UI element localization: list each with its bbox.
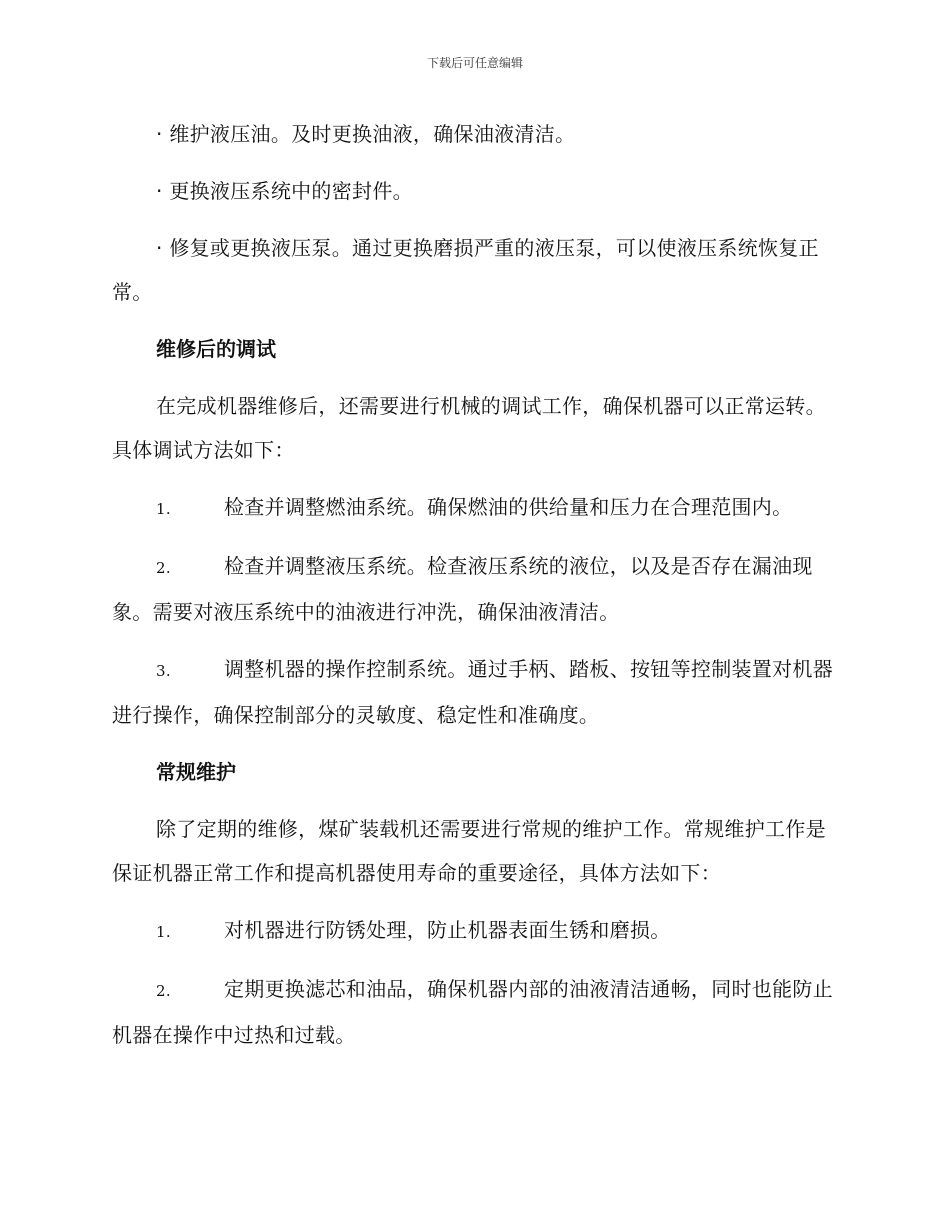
numbered-item xyxy=(112,908,834,954)
item-number: 3. xyxy=(156,662,171,680)
item-number: 2. xyxy=(156,982,171,1000)
section-heading: 常规维护 xyxy=(156,760,236,784)
bullet-item: · 维护液压油。及时更换油液，确保油液清洁。 xyxy=(156,122,576,146)
bullet-item: · 更换液压系统中的密封件。 xyxy=(156,179,413,203)
numbered-item xyxy=(112,647,834,737)
section-intro: 在完成机器维修后，还需要进行机械的调试工作，确保机器可以正常运转。具体调试方法如下： xyxy=(112,394,826,462)
item-text: 调整机器的操作控制系统。通过手柄、踏板、按钮等控制装置对机器进行操作，确保控制部分的灵敏度、稳定性和准确度。 xyxy=(112,657,833,727)
numbered-item xyxy=(112,967,834,1057)
page-header: 下载后可任意编辑 xyxy=(426,56,523,70)
document-body xyxy=(112,112,834,1070)
item-text: 检查并调整液压系统。检查液压系统的液位，以及是否存在漏油现象。需要对液压系统中的油液进行冲洗，确保油液清洁。 xyxy=(112,554,813,624)
section-heading: 维修后的调试 xyxy=(156,337,276,361)
item-number: 1. xyxy=(156,500,171,518)
item-text: 检查并调整燃油系统。确保燃油的供给量和压力在合理范围内。 xyxy=(224,495,793,519)
section-intro: 除了定期的维修，煤矿装载机还需要进行常规的维护工作。常规维护工作是保证机器正常工作和提高机器使用寿命的重要途径，具体方法如下： xyxy=(112,817,826,885)
item-number: 2. xyxy=(156,559,171,577)
numbered-item xyxy=(112,544,834,634)
item-text: 定期更换滤芯和油品，确保机器内部的油液清洁通畅，同时也能防止机器在操作中过热和过载。 xyxy=(112,977,833,1047)
item-text: 对机器进行防锈处理，防止机器表面生锈和磨损。 xyxy=(224,918,671,942)
item-number: 1. xyxy=(156,923,171,941)
numbered-item xyxy=(112,485,834,531)
bullet-item: · 修复或更换液压泵。通过更换磨损严重的液压泵，可以使液压系统恢复正常。 xyxy=(112,236,819,304)
